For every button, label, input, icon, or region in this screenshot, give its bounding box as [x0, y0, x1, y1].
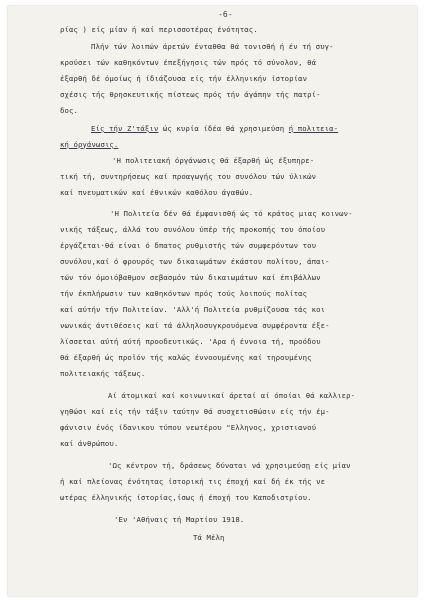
text-line: λίσσεται αύτή αύτή προοδευτικώς. 'Αρα ή έννοια τή, προόδου: [60, 337, 321, 346]
text-line: 'Η Πολιτεία δέν θά έμφανισθή ώς τό κράτος μιας κοινων-: [110, 209, 353, 218]
text-line: τών τόν όμοιόβαθμον σεβασμόν τών δικαιωμάτων καί έπιβάλλων: [60, 273, 321, 282]
text-line: 'Ως κέντρον τή, δράσεως δύναται νά χρησιμεύσῃ είς μίαν: [108, 461, 351, 470]
text-line: συνόλου,καί ό φρουρός των δικαιωμάτων έκάστου πολίτου, άπαι-: [60, 257, 330, 266]
text-inline: ώς κυρία ίδέα θά χρησιμεύση: [162, 124, 285, 133]
text-line: Πλήν τών λοιπών άρετών ένταθθα θά τονισθή ή έν τή συγ-: [91, 42, 334, 51]
text-line: τική τή, συντηρήσεως καί προαγωγής του συνόλου τών ύλικών: [60, 172, 317, 181]
text-line: έξαρθή δέ όμοίως ή ίδιάζουσα είς τήν έλληνικήν ίστορίαν: [60, 74, 308, 83]
text-line: ρίας ) είς μίαν ή καί περισσοτέρας ένότητας.: [60, 25, 258, 34]
underlined-phrase: Είς τήν Ζ'τάξιν: [91, 124, 159, 133]
text-line: ή καί πλείονας ένότητας ίστορική τις έποχή καί δή έκ τής νε: [60, 477, 326, 486]
text-line: πολιτειακής τάξεως.: [60, 369, 146, 378]
text-line: σχέσις τής θρησκευτικής πίστεως πρός τήν άγάπην τής πατρί-: [60, 90, 321, 99]
text-line: κρούσει τών καθηκόντων έπεξήγησις τών πρός τό σύνολον, θά: [60, 58, 317, 67]
text-line: καί άνθρώπου.: [60, 439, 119, 448]
text-line: θά έξαρθή ώς προϊόν τής καλώς έννοουμένης καί τηρουμένης: [60, 353, 312, 362]
page-number: -6-: [218, 10, 233, 19]
text-line: φάνισιν ένός ίδανικου τύπου νεωτέρου "Ελληνος, χριστιανού: [60, 423, 317, 432]
text-line: γηθώσι καί είς τήν τάξιν ταύτην θά συσχετισθώσιν είς τήν έμ-: [60, 407, 330, 416]
text-line: τήν έκπλήρωσιν των καθηκόντων πρός τούς λοιπούς πολίτας: [60, 289, 308, 298]
text-line: Αί άτομικαί καί κοινωνικαί άρεταί αί όποίαι θά καλλιερ-: [108, 391, 356, 400]
signature-line: Τά Μέλη: [193, 533, 225, 542]
text-line: καί πνευματικών καί έθνικών καθόλου άγαθών.: [60, 188, 254, 197]
document-page: [8, 6, 417, 596]
underlined-phrase: κή όργάνωσις.: [60, 140, 119, 149]
text-line: [91, 124, 338, 133]
text-line: ωτέρας έλληνικής ίστορίας,ίσως ή έποχή του Καποδιστρίου.: [60, 493, 312, 502]
text-line: δος.: [60, 106, 78, 115]
text-line: νωνικάς άντιθέσεις καί τά άλληλοσυγκρουόμενα συμφέροντα έξε-: [60, 321, 330, 330]
text-line: έργάζεται·θά είναι ό δπατος ρυθμιστής τών συμφερόντων του: [60, 241, 317, 250]
underlined-phrase: ή πολιτεια-: [288, 124, 339, 133]
text-line: νικής τάξεως, άλλά του συνόλου ύπέρ τής προκοπής του όποίου: [60, 225, 326, 234]
text-line: 'Η πολιτειακή όργάνωσις θά έξαρθή ώς έξυπηρε-: [112, 156, 315, 165]
text-line: καί αύτήν τήν Πολιτείαν. 'Αλλ'ή Πολιτεία ρυθμίζουσα τάς κοι: [60, 305, 326, 314]
date-line: 'Εν 'Αθήναις τή Μαρτίου 1918.: [114, 515, 245, 524]
